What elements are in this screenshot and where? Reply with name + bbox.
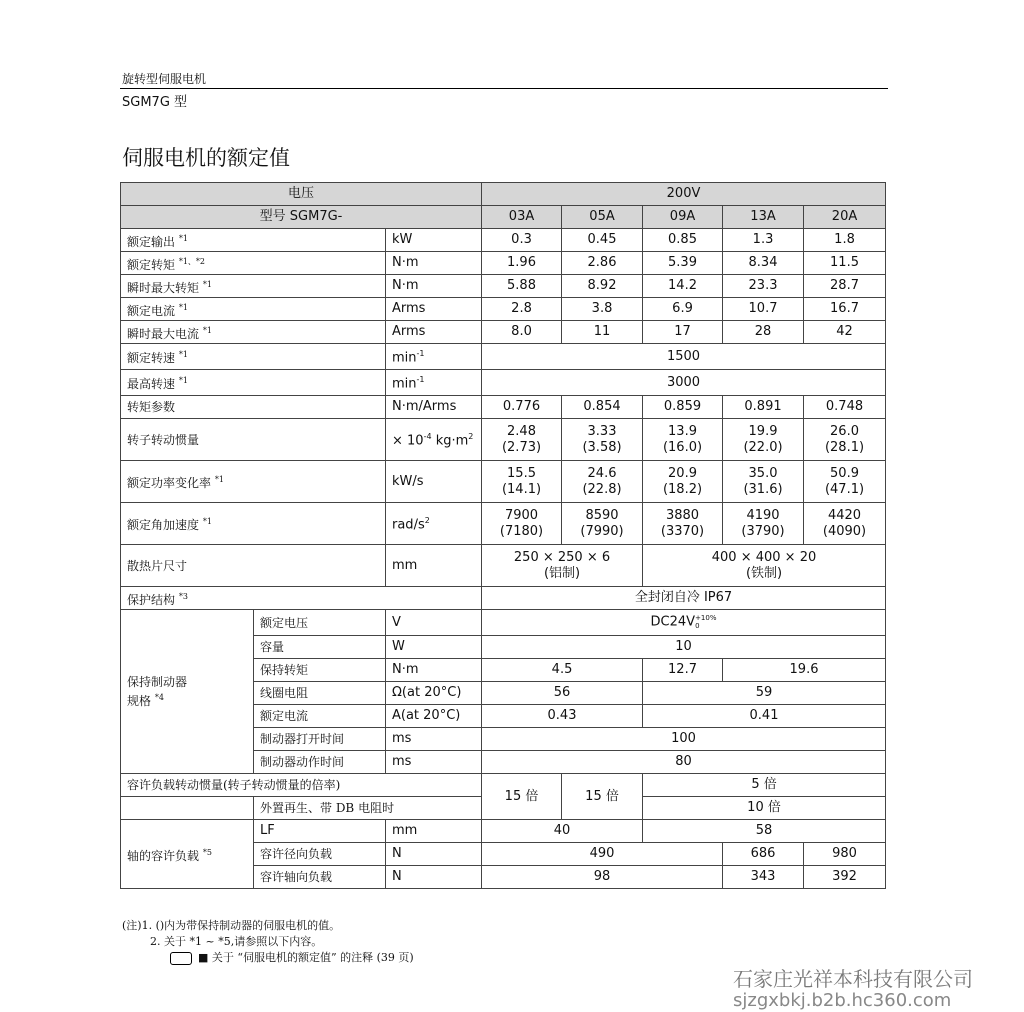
cell: 10 [482,636,886,659]
cell: 40 [482,820,643,843]
cell: 0.748 [804,396,886,419]
row-unit: mm [386,820,482,843]
cell: 42 [804,321,886,344]
row-label: 容许径向负载 [254,843,386,866]
cell: 15 倍 [482,774,562,820]
row-label: 外置再生、带 DB 电阻时 [254,797,482,820]
row-label: 额定电流 [254,705,386,728]
cell: 19.6 [723,659,886,682]
table-row [121,370,886,396]
cell: 5.39 [643,252,723,275]
cell: 58 [643,820,886,843]
table-row [121,587,886,610]
table-row [121,545,886,587]
table-row [121,419,886,461]
page-title: 伺服电机的额定值 [122,146,290,170]
row-unit: W [386,636,482,659]
row-unit: A(at 20°C) [386,705,482,728]
cell: 343 [723,866,804,889]
row-label: 额定输出 $^{*1}$ [121,229,386,252]
cell: 0.43 [482,705,643,728]
cell: 14.2 [643,275,723,298]
cell: 5.88 [482,275,562,298]
cell: 2.86 [562,252,643,275]
cell: 0.854 [562,396,643,419]
row-label: 额定转速 $^{*1}$ [121,344,386,370]
table-row [121,820,886,843]
cell: 7900 (7180) [482,503,562,545]
cell: 15.5 (14.1) [482,461,562,503]
note-1: (注)1. ()内为带保持制动器的伺服电机的值。 [122,919,341,932]
row-unit: Arms [386,298,482,321]
row-label: 容许轴向负载 [254,866,386,889]
cell: 26.0 (28.1) [804,419,886,461]
row-label: 额定功率变化率 $^{*1}$ [121,461,386,503]
row-label: 保护结构 $^{*3}$ [121,587,482,610]
table-row [121,321,886,344]
pointing-hand-icon [170,952,192,965]
cell: 100 [482,728,886,751]
cell: 1.96 [482,252,562,275]
table-row [121,610,886,636]
cell: 3880 (3370) [643,503,723,545]
header-category: 旋转型伺服电机 [122,72,207,86]
row-label: 线圈电阻 [254,682,386,705]
row-label: 散热片尺寸 [121,545,386,587]
cell: 4.5 [482,659,643,682]
note-reference[interactable]: ■ 关于 “伺服电机的额定值” 的注释 (39 页) [122,950,414,966]
cell: 0.45 [562,229,643,252]
cell: 3000 [482,370,886,396]
row-label: 额定电流 $^{*1}$ [121,298,386,321]
cell: DC24V +10% 0 [482,610,886,636]
row-label: 容量 [254,636,386,659]
cell: 686 [723,843,804,866]
row-unit: × $10^{-4}$ $kg\cdot m^2$ [386,419,482,461]
brake-group-label: 保持制动器 规格 $^{*4}$ [121,610,254,774]
cell: 5 倍 [643,774,886,797]
cell: 11.5 [804,252,886,275]
row-label: 转矩参数 [121,396,386,419]
cell: 8.0 [482,321,562,344]
model-09A: 09A [643,206,723,229]
row-unit: $\min^{-1}$ [386,344,482,370]
spec-table [120,182,886,889]
cell: 0.3 [482,229,562,252]
row-unit: kW/s [386,461,482,503]
cell: 400 × 400 × 20 (铁制) [643,545,886,587]
cell: 28 [723,321,804,344]
table-row [121,461,886,503]
voltage-value: 200V [482,183,886,206]
row-unit: rad/$s^2$ [386,503,482,545]
table-row [121,344,886,370]
row-unit: Arms [386,321,482,344]
cell: 1500 [482,344,886,370]
cell: 56 [482,682,643,705]
cell: 490 [482,843,723,866]
cell: 50.9 (47.1) [804,461,886,503]
cell: 11 [562,321,643,344]
row-unit: kW [386,229,482,252]
cell: 8.34 [723,252,804,275]
cell: 0.41 [643,705,886,728]
cell: 全封闭自冷 IP67 [482,587,886,610]
model-20A: 20A [804,206,886,229]
model-03A: 03A [482,206,562,229]
cell: 2.8 [482,298,562,321]
cell: 0.776 [482,396,562,419]
cell: 0.859 [643,396,723,419]
cell: 8590 (7990) [562,503,643,545]
row-unit: N·m/Arms [386,396,482,419]
row-unit: mm [386,545,482,587]
cell: 10.7 [723,298,804,321]
cell: 17 [643,321,723,344]
cell: 35.0 (31.6) [723,461,804,503]
table-row [121,503,886,545]
cell: 4420 (4090) [804,503,886,545]
row-label: 制动器打开时间 [254,728,386,751]
cell: 980 [804,843,886,866]
row-label: 容许负载转动惯量(转子转动惯量的倍率) [121,774,482,797]
model-row [121,206,886,229]
cell: 16.7 [804,298,886,321]
blank-cell [121,797,254,820]
table-row [121,275,886,298]
table-row [121,396,886,419]
cell: 24.6 (22.8) [562,461,643,503]
model-05A: 05A [562,206,643,229]
watermark-company: 石家庄光祥本科技有限公司 [733,967,973,991]
cell: 3.33 (3.58) [562,419,643,461]
cell: 80 [482,751,886,774]
row-label: 额定电压 [254,610,386,636]
row-label: 瞬时最大电流 $^{*1}$ [121,321,386,344]
table-row [121,298,886,321]
cell: 20.9 (18.2) [643,461,723,503]
cell: 4190 (3790) [723,503,804,545]
cell: 0.891 [723,396,804,419]
row-unit: N·m [386,659,482,682]
table-row [121,774,886,797]
row-label: 转子转动惯量 [121,419,386,461]
cell: 8.92 [562,275,643,298]
row-label: LF [254,820,386,843]
row-unit: N·m [386,275,482,298]
model-13A: 13A [723,206,804,229]
row-label: 额定转矩 $^{*1、*2}$ [121,252,386,275]
table-row [121,229,886,252]
header-rule [120,88,888,89]
cell: 250 × 250 × 6 (铝制) [482,545,643,587]
cell: 3.8 [562,298,643,321]
cell: 12.7 [643,659,723,682]
row-unit: Ω(at 20°C) [386,682,482,705]
cell: 98 [482,866,723,889]
footnotes [122,918,414,966]
cell: 1.3 [723,229,804,252]
model-label: 型号 SGM7G- [121,206,482,229]
row-unit: N·m [386,252,482,275]
voltage-row [121,183,886,206]
row-label: 最高转速 $^{*1}$ [121,370,386,396]
table-row [121,252,886,275]
cell: 28.7 [804,275,886,298]
cell: 6.9 [643,298,723,321]
row-label: 瞬时最大转矩 $^{*1}$ [121,275,386,298]
row-unit: N [386,866,482,889]
cell: 392 [804,866,886,889]
row-label: 保持转矩 [254,659,386,682]
row-unit: ms [386,751,482,774]
watermark-url: sjzgxbkj.b2b.hc360.com [733,990,952,1011]
row-unit: ms [386,728,482,751]
cell: 1.8 [804,229,886,252]
cell: 10 倍 [643,797,886,820]
cell: 59 [643,682,886,705]
shaft-group-label: 轴的容许负载 $^{*5}$ [121,820,254,889]
row-label: 额定角加速度 $^{*1}$ [121,503,386,545]
note-2: 2. 关于 *1 ~ *5,请参照以下内容。 [150,935,323,948]
cell: 2.48 (2.73) [482,419,562,461]
cell: 0.85 [643,229,723,252]
cell: 19.9 (22.0) [723,419,804,461]
header-model-series: SGM7G 型 [122,95,188,110]
cell: 13.9 (16.0) [643,419,723,461]
row-label: 制动器动作时间 [254,751,386,774]
row-unit: V [386,610,482,636]
voltage-label: 电压 [121,183,482,206]
cell: 23.3 [723,275,804,298]
row-unit: N [386,843,482,866]
row-unit: $\min^{-1}$ [386,370,482,396]
cell: 15 倍 [562,774,643,820]
